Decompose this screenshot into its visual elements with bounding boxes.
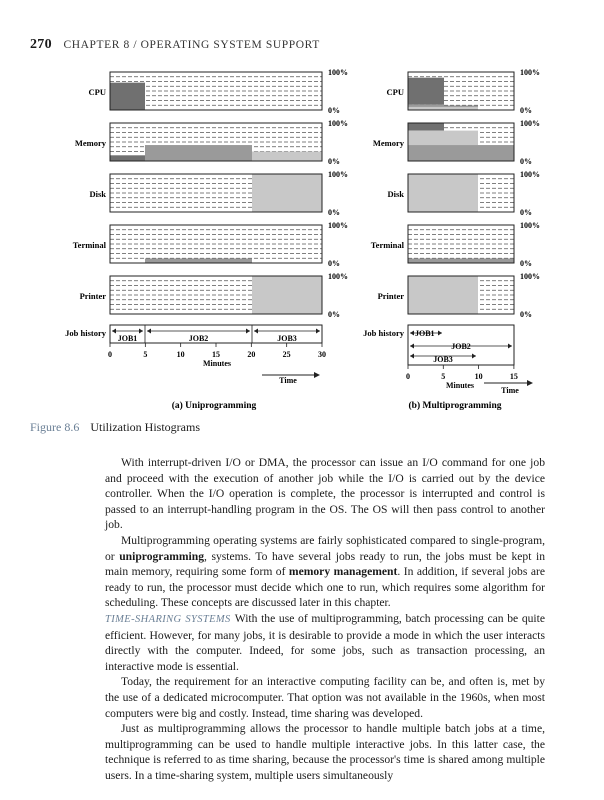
uni-utilization-bar (252, 276, 322, 314)
uni-panel-memory (75, 119, 348, 166)
run-in-heading: TIME-SHARING SYSTEMS (105, 613, 231, 625)
uni-panel-printer (80, 272, 348, 319)
figure-title: Utilization Histograms (90, 420, 200, 434)
paragraph-2 (105, 533, 545, 611)
paragraph-5: Just as multiprogramming allows the processor to handle multiple batch jobs at a time, multiprogramming can be used to handle multiple interactive jobs. In this latter case, the technique is referred to as time sharing, because the processor's time is shared among multiple users. In a time-sharing system, multiple users simultaneously (105, 722, 545, 782)
paragraph-4: Today, the requirement for an interactive computing facility can be, and often is, met by the use of a dedicated microcomputer. That option was not available in the 1960s, when most computers were big and costly. Instead, time sharing was developed. (105, 675, 545, 720)
multi-utilization-bar (408, 145, 514, 161)
multi-job-label: JOB3 (433, 355, 453, 364)
uni-tick-label: 0 (108, 350, 112, 359)
multi-pct-top: 100% (520, 68, 540, 77)
uni-pct-top: 100% (328, 119, 348, 128)
uni-utilization-bar (252, 174, 322, 212)
multi-resource-label: Printer (377, 291, 404, 301)
term-uniprogramming: uniprogramming (119, 549, 205, 563)
multi-resource-label: Terminal (370, 240, 404, 250)
multi-time-arrow-head (527, 380, 533, 386)
multi-job-history (363, 325, 533, 395)
uni-pct-top: 100% (328, 170, 348, 179)
uni-history-label: Job history (65, 328, 106, 338)
uni-utilization-bar (110, 83, 145, 110)
uni-tick-label: 10 (176, 350, 185, 359)
uni-pct-bottom: 0% (328, 259, 340, 268)
uni-tick-label: 20 (247, 350, 256, 359)
multi-pct-top: 100% (520, 221, 540, 230)
p2-text-c: , systems. To have several jobs ready to run, the jobs must be kept in main memory, requiring some form of (105, 549, 545, 579)
uni-job-label: JOB1 (117, 334, 138, 343)
uni-resource-label: CPU (88, 87, 106, 97)
multi-panel-memory (373, 119, 540, 166)
uni-time-arrow-head (314, 372, 320, 378)
uni-tick-label: 30 (318, 350, 326, 359)
uni-utilization-bar (145, 258, 252, 263)
multi-utilization-bar (408, 123, 444, 131)
multi-utilization-bar (408, 131, 478, 145)
multi-utilization-bar (408, 174, 478, 212)
multi-pct-top: 100% (520, 170, 540, 179)
uni-pct-top: 100% (328, 272, 348, 281)
uni-tick-label: 15 (212, 350, 220, 359)
uni-tick-label: 25 (282, 350, 291, 359)
multi-tick-label: 5 (441, 372, 446, 381)
uni-utilization-bar (252, 152, 322, 162)
multi-job-label: JOB1 (415, 329, 435, 338)
multi-resource-label: CPU (386, 87, 404, 97)
multi-utilization-bar (408, 78, 444, 105)
paragraph-3 (105, 611, 545, 674)
uni-minutes-label: Minutes (203, 359, 231, 368)
uni-utilization-bar (145, 145, 252, 161)
multi-subcaption: (b) Multiprogramming (408, 401, 502, 411)
multi-pct-bottom: 0% (520, 157, 532, 166)
multi-panel-cpu (387, 68, 540, 115)
uni-job-label: JOB3 (277, 334, 297, 343)
page-number: 270 (30, 37, 52, 52)
multi-pct-bottom: 0% (520, 310, 532, 319)
uni-pct-bottom: 0% (328, 157, 340, 166)
multi-history-label: Job history (363, 328, 404, 338)
multi-tick-label: 0 (406, 372, 410, 381)
uni-resource-label: Disk (89, 189, 106, 199)
uni-panel-disk (89, 170, 348, 217)
multi-resource-label: Memory (372, 138, 404, 148)
multi-pct-bottom: 0% (520, 106, 532, 115)
multi-panel-terminal (371, 221, 540, 268)
uni-pct-top: 100% (328, 68, 348, 77)
multi-panel-printer (378, 272, 540, 319)
multi-panel-disk (387, 170, 540, 217)
multi-tick-label: 10 (474, 372, 483, 381)
uni-pct-bottom: 0% (328, 106, 340, 115)
multi-pct-bottom: 0% (520, 259, 532, 268)
p3-text: With the use of multiprogramming, batch processing can be quite efficient. However, for many jobs, it is desirable to provide a mode in which the user interacts directly with the computer. Indeed, for some jobs, such as transaction processing, an interactive mode is essential. (105, 611, 545, 673)
multi-utilization-bar (408, 258, 514, 263)
histogram-panels (73, 68, 540, 319)
term-memory-management: memory management (288, 565, 398, 579)
multi-job-label: JOB2 (451, 342, 471, 351)
multi-minutes-label: Minutes (446, 381, 474, 390)
p2-text-a: Multiprogramming operating systems are fairly sophisticated compared to single-program, or (105, 533, 545, 563)
multi-resource-label: Disk (387, 189, 404, 199)
multi-utilization-bar (408, 105, 444, 107)
uni-panel-cpu (89, 68, 348, 115)
uni-pct-bottom: 0% (328, 310, 340, 319)
multi-tick-label: 15 (509, 372, 518, 381)
uni-subcaption: (a) Uniprogramming (171, 401, 257, 411)
uni-time-label: Time (279, 376, 297, 385)
multi-pct-bottom: 0% (520, 208, 532, 217)
figure-caption (30, 420, 200, 435)
body-text (105, 455, 545, 783)
uni-utilization-bar (110, 155, 145, 161)
figure-label: Figure 8.6 (30, 420, 80, 434)
chapter-title: CHAPTER 8 / OPERATING SYSTEM SUPPORT (63, 39, 320, 51)
multi-utilization-bar (444, 105, 478, 107)
multi-time-label: Time (501, 386, 519, 395)
uni-pct-bottom: 0% (328, 208, 340, 217)
uni-resource-label: Memory (74, 138, 106, 148)
uni-pct-top: 100% (328, 221, 348, 230)
multi-pct-top: 100% (520, 272, 540, 281)
multi-pct-top: 100% (520, 119, 540, 128)
paragraph-1: With interrupt-driven I/O or DMA, the processor can issue an I/O command for one job and proceed with the execution of another job while the I/O is carried out by the device controller. When the I/O operation is complete, the processor is interrupted and control is passed to an interrupt-handling program in the OS. The OS will then pass control to another job. (105, 456, 545, 532)
uni-panel-terminal (73, 221, 348, 268)
uni-job-label: JOB2 (188, 334, 209, 343)
uni-tick-label: 5 (143, 350, 148, 359)
uni-job-history (65, 325, 326, 385)
uni-resource-label: Terminal (72, 240, 106, 250)
multi-utilization-bar (408, 276, 478, 314)
uni-resource-label: Printer (79, 291, 106, 301)
p2-text-e: . In addition, if several jobs are ready to run, the processor must decide which one to run, which requires some algorithm for scheduling. These concepts are discussed later in this chapter. (105, 565, 545, 610)
